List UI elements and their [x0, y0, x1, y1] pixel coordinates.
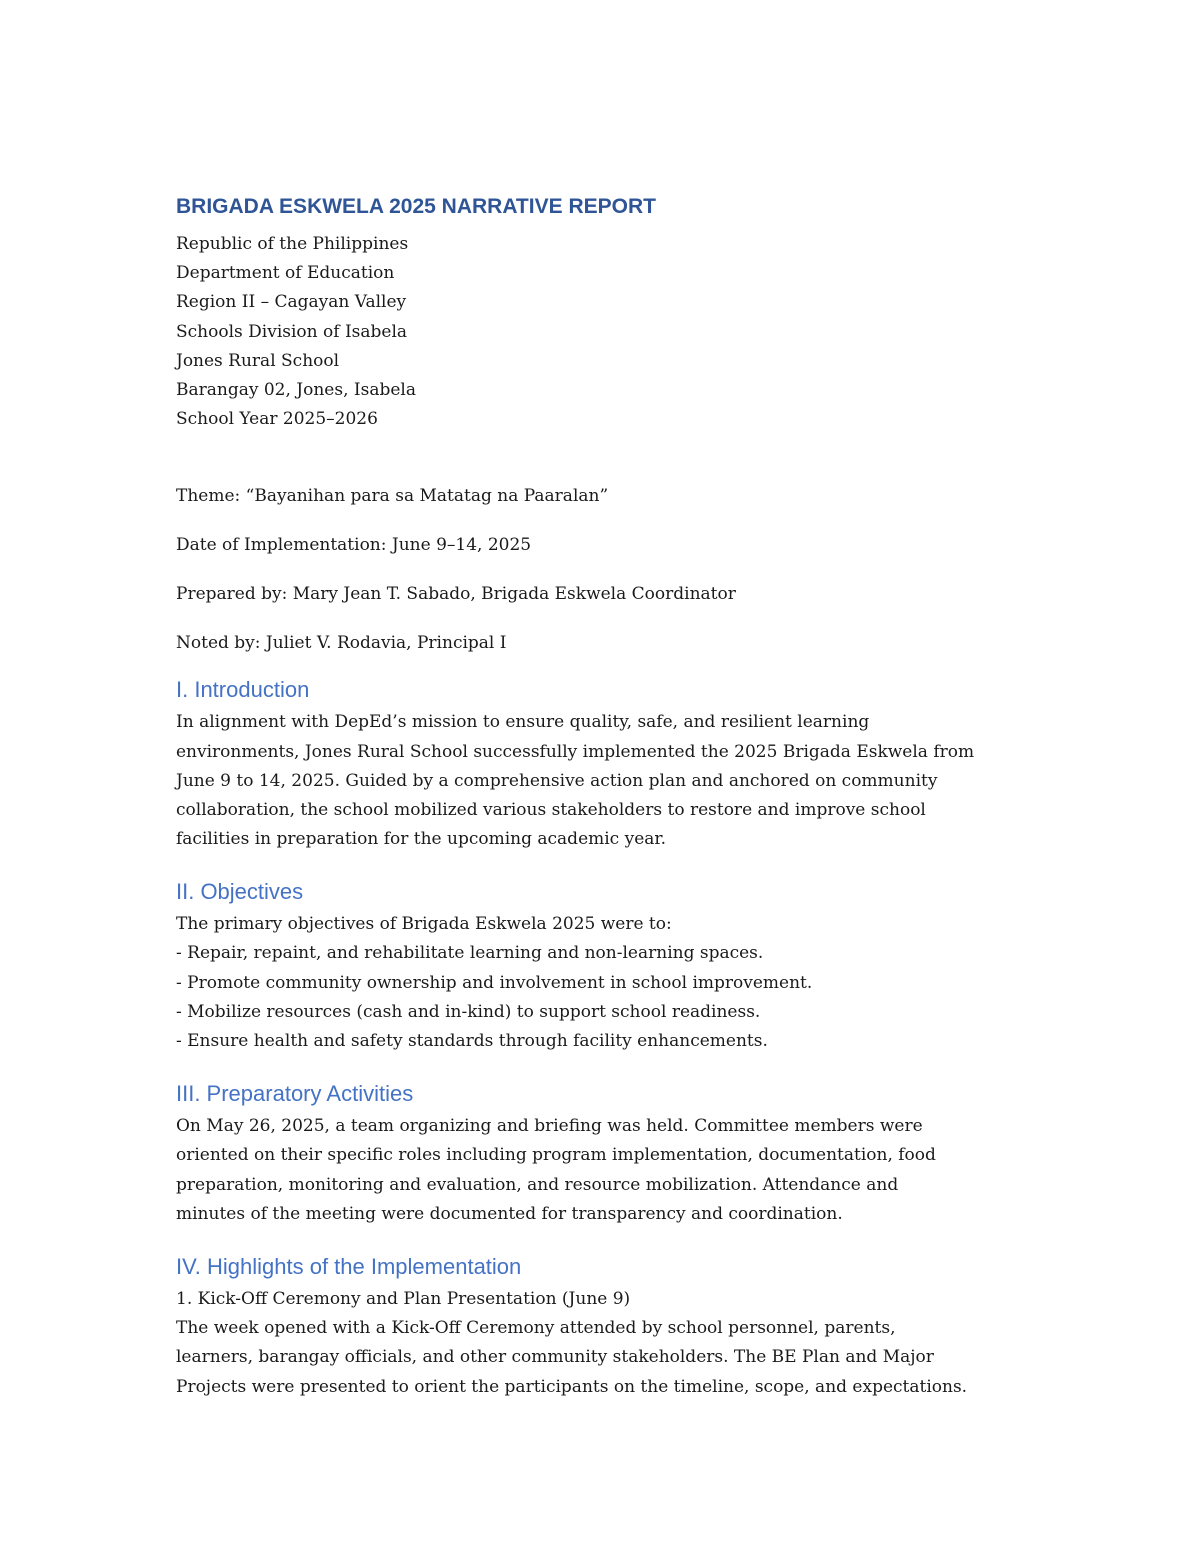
header-line: Department of Education	[176, 263, 395, 284]
list-item: - Mobilize resources (cash and in-kind) to support school readiness.	[176, 1001, 761, 1022]
introduction-paragraph	[176, 708, 1036, 854]
spacer	[176, 434, 1036, 482]
subheading: 1. Kick-Off Ceremony and Plan Presentation (June 9)	[176, 1288, 631, 1309]
document-page	[176, 192, 1036, 1402]
paragraph-line: preparation, monitoring and evaluation, and resource mobilization. Attendance and	[176, 1174, 899, 1195]
header-line: Region II – Cagayan Valley	[176, 292, 407, 313]
highlights-paragraph	[176, 1285, 1036, 1402]
header-line: Schools Division of Isabela	[176, 321, 408, 342]
header-line: Jones Rural School	[176, 350, 340, 371]
preparatory-paragraph	[176, 1112, 1036, 1229]
paragraph-line: learners, barangay officials, and other community stakeholders. The BE Plan and Major	[176, 1347, 934, 1368]
school-header-block	[176, 230, 1036, 434]
section-heading: IV. Highlights of the Implementation	[176, 1253, 522, 1279]
noted-by-line: Noted by: Juliet V. Rodavia, Principal I	[176, 633, 507, 654]
spacer	[176, 1056, 1036, 1076]
report-title: BRIGADA ESKWELA 2025 NARRATIVE REPORT	[176, 195, 656, 218]
paragraph-line: On May 26, 2025, a team organizing and briefing was held. Committee members were	[176, 1116, 923, 1137]
section-preparatory-activities	[176, 1076, 1036, 1229]
spacer	[176, 1229, 1036, 1249]
paragraph-line: Projects were presented to orient the participants on the timeline, scope, and expectations.	[176, 1376, 968, 1397]
paragraph-line: collaboration, the school mobilized various stakeholders to restore and improve school	[176, 799, 926, 820]
theme-line: Theme: “Bayanihan para sa Matatag na Paaralan”	[176, 486, 609, 507]
section-heading: II. Objectives	[176, 879, 304, 905]
paragraph-line: In alignment with DepEd’s mission to ensure quality, safe, and resilient learning	[176, 712, 870, 733]
list-item: - Promote community ownership and involvement in school improvement.	[176, 972, 813, 993]
section-heading: III. Preparatory Activities	[176, 1081, 414, 1107]
list-item: - Repair, repaint, and rehabilitate learning and non-learning spaces.	[176, 943, 764, 964]
section-objectives	[176, 874, 1036, 1056]
header-line: Republic of the Philippines	[176, 234, 409, 254]
date-line: Date of Implementation: June 9–14, 2025	[176, 535, 532, 556]
paragraph-line: June 9 to 14, 2025. Guided by a comprehensive action plan and anchored on community	[176, 770, 938, 791]
prepared-by-line: Prepared by: Mary Jean T. Sabado, Brigada Eskwela Coordinator	[176, 584, 736, 605]
section-highlights	[176, 1249, 1036, 1402]
header-line: School Year 2025–2026	[176, 409, 378, 430]
section-introduction	[176, 672, 1036, 854]
paragraph-line: minutes of the meeting were documented for transparency and coordination.	[176, 1203, 843, 1224]
header-line: Barangay 02, Jones, Isabela	[176, 379, 416, 400]
paragraph-line: oriented on their specific roles including program implementation, documentation, food	[176, 1145, 936, 1166]
spacer	[176, 854, 1036, 874]
section-heading: I. Introduction	[176, 677, 310, 703]
objectives-list	[176, 910, 1036, 1056]
report-meta-block	[176, 482, 1036, 658]
objectives-intro: The primary objectives of Brigada Eskwela 2025 were to:	[176, 914, 672, 935]
list-item: - Ensure health and safety standards through facility enhancements.	[176, 1031, 768, 1051]
paragraph-line: facilities in preparation for the upcoming academic year.	[176, 829, 667, 850]
paragraph-line: The week opened with a Kick-Off Ceremony attended by school personnel, parents,	[176, 1318, 896, 1339]
paragraph-line: environments, Jones Rural School successfully implemented the 2025 Brigada Eskwela from	[176, 741, 975, 762]
